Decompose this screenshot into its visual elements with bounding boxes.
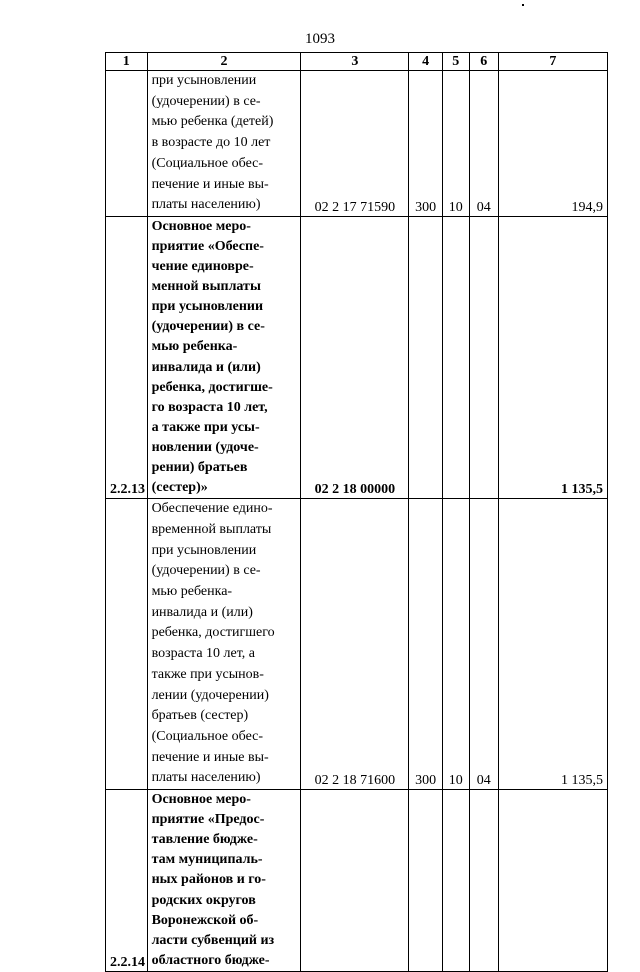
row-number — [106, 71, 148, 217]
description-line: новлении (удоче- — [151, 439, 259, 455]
description-line: при усыновлении — [151, 299, 264, 315]
row-number — [106, 499, 148, 790]
section-code: 10 — [442, 499, 469, 790]
description-line: приятие «Предос- — [151, 812, 265, 828]
description-line: мью ребенка (детей) — [151, 114, 274, 130]
header-cell: 5 — [442, 53, 469, 71]
table-row — [106, 499, 608, 790]
description-line: (удочерении) в се- — [151, 563, 261, 579]
subsection-code — [469, 790, 498, 972]
amount: 1 135,5 — [498, 499, 607, 790]
description-line: менной выплаты — [151, 279, 261, 295]
row-description — [147, 71, 301, 217]
description-line: инвалида и (или) — [151, 359, 261, 375]
description-line: (удочерении) в се- — [151, 93, 261, 109]
page-number: 1093 — [305, 31, 335, 47]
header-cell: 4 — [409, 53, 442, 71]
description-line: областного бюдже- — [151, 952, 270, 968]
header-row — [106, 53, 608, 71]
description-line: (удочерении) в се- — [151, 319, 265, 335]
description-line: инвалида и (или) — [151, 604, 253, 620]
table-row — [106, 790, 608, 972]
description-line: при усыновлении — [151, 73, 257, 88]
expense-type: 300 — [409, 71, 442, 217]
description-line: чение единовре- — [151, 259, 254, 275]
expense-type — [409, 790, 442, 972]
header-cell: 7 — [498, 53, 607, 71]
header-cell: 3 — [301, 53, 409, 71]
expense-type — [409, 216, 442, 498]
description-line: при усыновлении — [151, 542, 257, 558]
row-number: 2.2.13 — [106, 216, 148, 498]
description-line: ласти субвенций из — [151, 932, 275, 948]
row-description — [147, 216, 301, 498]
section-code: 10 — [442, 71, 469, 217]
description-line: приятие «Обеспе- — [151, 239, 264, 255]
description-line: братьев (сестер) — [151, 708, 249, 724]
description-line: рении) братьев — [151, 460, 248, 476]
header-cell: 1 — [106, 53, 148, 71]
section-code — [442, 216, 469, 498]
description-line: также при усынов- — [151, 666, 264, 682]
row-description — [147, 790, 301, 972]
description-line: ных районов и го- — [151, 872, 266, 888]
table-row — [106, 71, 608, 217]
description-line: Обеспечение едино- — [151, 501, 273, 517]
description-line: родских округов — [151, 892, 256, 908]
description-line: Основное меро- — [151, 218, 251, 234]
scan-dot — [522, 4, 524, 6]
description-line: ребенка, достигшего — [151, 625, 275, 641]
description-line: платы населению) — [151, 770, 261, 786]
description-line: тавление бюдже- — [151, 832, 258, 848]
row-description — [147, 499, 301, 790]
description-line: го возраста 10 лет, — [151, 399, 268, 415]
description-line: а также при усы- — [151, 419, 260, 435]
amount: 1 135,5 — [498, 216, 607, 498]
description-line: платы населению) — [151, 197, 261, 213]
description-line: там муниципаль- — [151, 852, 263, 868]
budget-code: 02 2 18 00000 — [301, 216, 409, 498]
budget-code — [301, 790, 409, 972]
budget-code: 02 2 18 71600 — [301, 499, 409, 790]
description-line: возраста 10 лет, а — [151, 646, 256, 662]
subsection-code — [469, 216, 498, 498]
description-line: временной выплаты — [151, 521, 272, 537]
section-code — [442, 790, 469, 972]
header-cell: 6 — [469, 53, 498, 71]
description-line: печение и иные вы- — [151, 176, 269, 192]
description-line: Воронежской об- — [151, 912, 259, 928]
amount: 194,9 — [498, 71, 607, 217]
description-line: лении (удочерении) — [151, 687, 269, 703]
subsection-code: 04 — [469, 71, 498, 217]
row-number: 2.2.14 — [106, 790, 148, 972]
table-row — [106, 216, 608, 498]
description-line: в возрасте до 10 лет — [151, 135, 271, 151]
description-line: мью ребенка- — [151, 339, 238, 355]
description-line: Основное меро- — [151, 792, 251, 808]
description-line: (сестер)» — [151, 480, 208, 496]
budget-code: 02 2 17 71590 — [301, 71, 409, 217]
budget-table — [105, 52, 608, 972]
header-cell: 2 — [147, 53, 301, 71]
description-line: (Социальное обес- — [151, 155, 264, 171]
amount — [498, 790, 607, 972]
description-line: мью ребенка- — [151, 584, 233, 600]
description-line: печение и иные вы- — [151, 749, 269, 765]
expense-type: 300 — [409, 499, 442, 790]
description-line: ребенка, достигше- — [151, 379, 273, 395]
subsection-code: 04 — [469, 499, 498, 790]
description-line: (Социальное обес- — [151, 728, 264, 744]
